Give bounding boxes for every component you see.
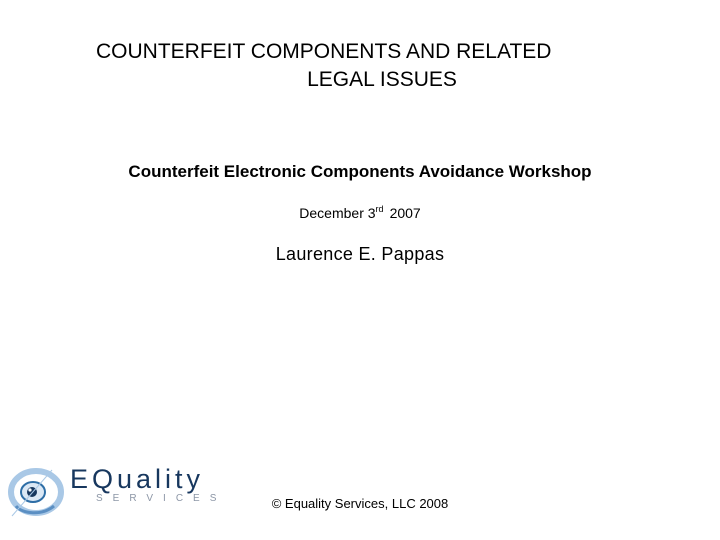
workshop-subtitle: Counterfeit Electronic Components Avoidance Workshop (128, 162, 592, 181)
company-logo (8, 462, 227, 522)
author-name: Laurence E. Pappas (275, 244, 445, 264)
eye-swirl-icon (8, 462, 66, 522)
date-suffix: rd (375, 204, 384, 214)
copyright-notice: © Equality Services, LLC 2008 (271, 496, 449, 511)
slide-title (60, 38, 660, 94)
logo-services-text: SERVICES (96, 493, 227, 504)
logo-wordmark: EQuality (70, 464, 205, 494)
date-prefix: December 3 (299, 205, 376, 221)
title-line-2: LEGAL ISSUES (307, 68, 457, 91)
presentation-date (0, 204, 720, 221)
date-year: 2007 (389, 205, 421, 221)
title-line-1: COUNTERFEIT COMPONENTS AND RELATED (96, 40, 552, 63)
